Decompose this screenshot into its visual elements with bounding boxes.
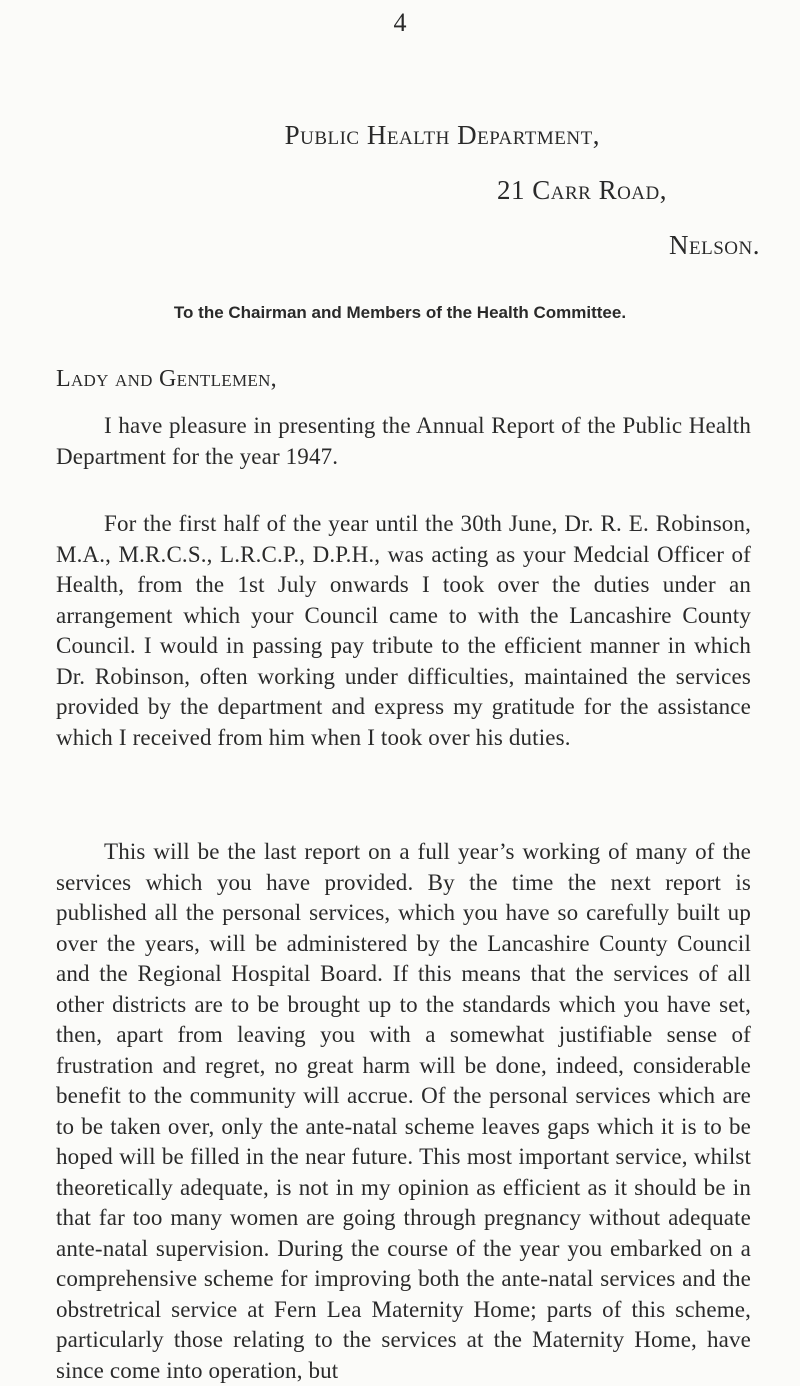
greeting: Lady and Gentlemen, [56,366,277,392]
addressee-heading: To the Chairman and Members of the Health Committee. [173,303,627,322]
paragraph-acting-officer: For the first half of the year until the 30th June, Dr. R. E. Robinson, M.A., M.R.C.S., L.R.C.P., D.P.H., was acting as your Medcial Officer of Health, from the 1st July onwards I took over the duties under an arrangement which your Council came to with the Lancashire County Council. I would in passing pay tribute to the efficient manner in which Dr. Robinson, often working under difficulties, maintained the services provided by the department and express my gratitude for the assistance which I received from him when I took over his duties. [56,511,751,750]
page-number: 4 [393,8,407,37]
paragraph-intro: I have pleasure in presenting the Annual Report of the Public Health Department for the year 1947. [56,413,751,469]
paragraph-personal-services: This will be the last report on a full year’s working of many of the services which you have provided. By the time the next report is published all the personal services, which you have so carefully built up over the years, will be administered by the Lancashire County Council and the Regional Hospital Board. If this means that the services of all other districts are to be brought up to the standards which you have set, then, apart from leaving you with a somewhat justifiable sense of frustration and regret, no great harm will be done, indeed, considerable benefit to the community will accrue. Of the personal services which are to be taken over, only the ante-natal scheme leaves gaps which it is to be hoped will be filled in the near future. This most important service, whilst theoretically adequate, is not in my opinion as efficient as it should be in that far too many women are going through pregnancy without adequate ante-natal supervision. During the course of the year you embarked on a comprehensive scheme for improving both the ante-natal services and the obstretrical service at Fern Lea Maternity Home; parts of this scheme, particularly those relating to the services at the Maternity Home, have since come into operation, but [56,839,751,1383]
address-street: 21 Carr Road, [497,175,667,205]
address-town: Nelson. [669,230,760,260]
address-department: Public Health Department, [284,120,600,150]
